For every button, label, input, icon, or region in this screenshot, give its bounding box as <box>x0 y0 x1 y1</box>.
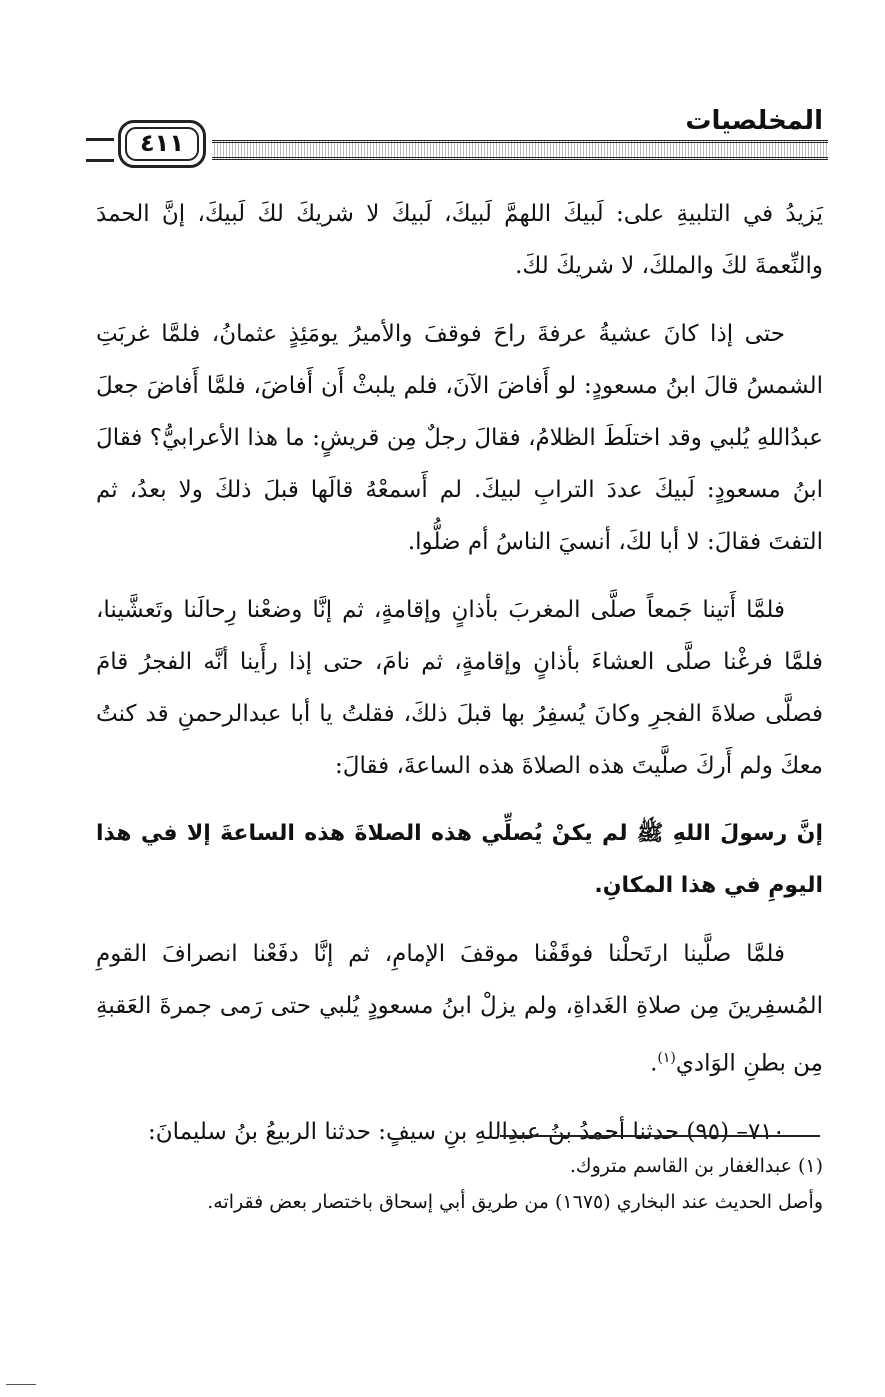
footnotes <box>96 1148 823 1220</box>
footnote-ref[interactable]: (١) <box>657 1050 676 1066</box>
paragraph-5 <box>96 928 823 1090</box>
footnote-2: وأصل الحديث عند البخاري (١٦٧٥) من طريق أبي إسحاق باختصار بعض فقراته. <box>207 1191 823 1213</box>
main-text <box>96 188 823 1174</box>
paragraph-1: يَزيدُ في التلبيةِ على: لَبيكَ اللهمَّ لَبيكَ، لَبيكَ لا شريكَ لكَ لَبيكَ، إنَّ الحمدَ والنِّعمةَ لكَ والملكَ، لا شريكَ لكَ. <box>96 201 823 279</box>
paragraph-2: حتى إذا كانَ عشيةُ عرفةَ راحَ فوقفَ والأميرُ يومَئِذٍ عثمانُ، فلمَّا غربَتِ الشمسُ قالَ ابنُ مسعودٍ: لو أَفاضَ الآنَ، فلم يلبثْ أَن أَفاضَ، فلمَّا أَفاضَ جعلَ عبدُاللهِ يُلبي وقد اختلَطَ الظلامُ، فقالَ رجلٌ مِن قريشٍ: ما هذا الأعرابيُّ؟ فقالَ ابنُ مسعودٍ: لَبيكَ عددَ الترابِ لبيكَ. لم أَسمعْهُ قالَها قبلَ ذلكَ ولا بعدُ، ثم التفتَ فقالَ: لا أبا لكَ، أنسيَ الناسُ أم ضلُّوا. <box>96 321 823 555</box>
footnote-1: (١) عبدالغفار بن القاسم متروك. <box>569 1155 823 1177</box>
header-rule-right <box>212 140 828 160</box>
running-title: المخلصيات <box>685 106 823 136</box>
header-rule-left <box>86 138 114 162</box>
scan-mark <box>6 1384 36 1385</box>
page-number-frame <box>118 120 206 168</box>
footnote-separator <box>500 1135 820 1137</box>
isnad-line: ٧١٠– (٩٥) حدثنا أحمدُ بنُ عبدِاللهِ بنِ سيفٍ: حدثنا الربيعُ بنُ سليمانَ: <box>148 1118 785 1145</box>
hadith-quote: إنَّ رسولَ اللهِ ﷺ لم يكنْ يُصلِّي هذه الصلاةَ هذه الساعةَ إلا في هذا اليومِ في هذا المكانِ. <box>96 821 823 898</box>
paragraph-5-text: فلمَّا صلَّينا ارتَحلْنا فوقَفْنا موقفَ الإمامِ، ثم إنَّا دفَعْنا انصرافَ القومِ المُسفِرينَ مِن صلاةِ الغَداةِ، ولم يزلْ ابنُ مسعودٍ يُلبي حتى رَمى جمرةَ العَقبةِ مِن بطنِ الوَادي <box>96 941 823 1077</box>
paragraph-5-end: . <box>650 1050 658 1077</box>
paragraph-3: فلمَّا أَتينا جَمعاً صلَّى المغربَ بأذانٍ وإقامةٍ، ثم إنَّا وضعْنا رِحالَنا وتَعشَّينا، فلمَّا فرغْنا صلَّى العشاءَ بأذانٍ وإقامةٍ، ثم نامَ، حتى إذا رأَينا أنَّه الفجرُ قامَ فصلَّى صلاةَ الفجرِ وكانَ يُسفِرُ بها قبلَ ذلكَ، فقلتُ يا أبا عبدالرحمنِ قد كنتُ معكَ ولم أَركَ صلَّيتَ هذه الصلاةَ هذه الساعةَ، فقالَ: <box>96 597 823 779</box>
page-number: ٤١١ <box>140 129 184 157</box>
